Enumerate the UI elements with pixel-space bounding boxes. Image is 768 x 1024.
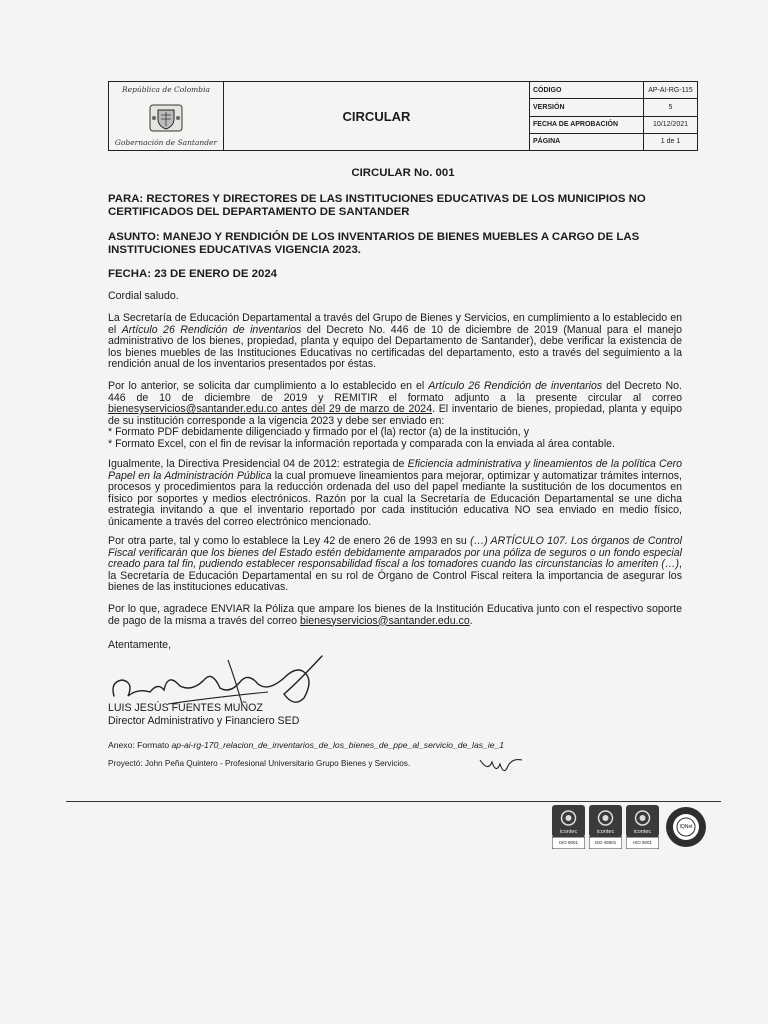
- footer-divider: [66, 801, 721, 802]
- cert-brand: icontec: [633, 829, 652, 835]
- email-link[interactable]: bienesyservicios@santander.edu.co: [299, 614, 470, 627]
- certification-badge-3: [626, 805, 659, 849]
- anexo-file: ap-ai-rg-170_relacion_de_inventarios_de_los_bienes_de_ppe_al_servicio_de_las_ie_1: [171, 740, 505, 750]
- header-meta: [530, 82, 697, 150]
- logo-bottom-text: Gobernación de Santander: [114, 138, 218, 147]
- bullet-pdf: * Formato PDF debidamente diligenciado y firmado por el (la) rector (a) de la institución, y: [108, 426, 529, 438]
- p3-text-c: la cual promueve lineamientos para mejorar, optimizar y automatizar trámites internos, procesos y procedimientos para la reducción ordenada del uso del papel mediante la sustitución de los documentos en físico por soportes y medios electrónicos. Razón por la cual la Secretaría de Educación Departamental se une dicha estrategia invitando a que el inventario reportado por cada institución educativa NO sea enviado en medio físico, únicamente a través del correo electrónico mencionado.: [108, 469, 682, 528]
- meta-row-version: [530, 99, 697, 116]
- paragraph-2: [108, 381, 682, 450]
- meta-row-pagina: [530, 134, 697, 150]
- meta-key: PÁGINA: [530, 134, 644, 150]
- p2-italic: Artículo 26 Rendición de inventarios: [428, 380, 603, 392]
- gobernacion-logo: [109, 82, 224, 150]
- meta-row-codigo: [530, 82, 697, 99]
- anexo-label: Anexo: Formato: [108, 740, 172, 750]
- p5-text-c: .: [469, 614, 473, 627]
- p2-text-c: del Decreto No. 446 de 10 de diciembre de 2019 y REMITIR el formato adjunto a la presente circular al correo: [108, 380, 682, 404]
- bullet-excel: * Formato Excel, con el fin de revisar la información reportada y comparada con la enviada al área contable.: [108, 437, 616, 450]
- proyecto-line: Proyectó: John Peña Quintero - Profesional Universitario Grupo Bienes y Servicios.: [108, 759, 411, 768]
- fecha-line: FECHA: 23 DE ENERO DE 2024: [108, 268, 278, 280]
- initials-signature: [478, 754, 526, 776]
- meta-key: FECHA DE APROBACIÓN: [530, 117, 644, 133]
- signer-name: LUIS JESÚS FUENTES MUÑOZ: [108, 702, 263, 714]
- meta-value: 5: [668, 103, 673, 111]
- certification-badge-2: [589, 805, 622, 849]
- cert-brand: icontec: [596, 829, 615, 835]
- p1-text-c: del Decreto No. 446 de 10 de diciembre de 2019 (Manual para el manejo administrativo de los bienes, propiedad, planta y equipo del Departamento de Santander), debe verificar la existencia de los bienes muebles de las Instituciones Educativas no certificadas del departamento, esto a través del seguimiento a la rendición anual de los inventarios presentados por éstas.: [108, 323, 682, 370]
- p4-text-c: , la Secretaría de Educación Departamental en su rol de Órgano de Control Fiscal reitera la importancia de asegurar los bienes de las instituciones educativas.: [108, 558, 682, 593]
- para-line: PARA: RECTORES Y DIRECTORES DE LAS INSTITUCIONES EDUCATIVAS DE LOS MUNICIPIOS NO CERTIFICADOS DEL DEPARTAMENTO DE SANTANDER: [108, 193, 646, 218]
- p1-text-a: La Secretaría de Educación Departamental a través del Grupo de Bienes y Servicios, en cumplimiento a lo establecido en el: [108, 312, 682, 336]
- email-link-deadline[interactable]: bienesyservicios@santander.edu.co antes del 29 de marzo de 2024: [108, 403, 433, 415]
- certification-badge-iqnet: [664, 805, 708, 849]
- p4-text-a: Por otra parte, tal y como lo establece la Ley 42 de enero 26 de 1993 en su: [108, 535, 471, 547]
- closing: Atentamente,: [108, 639, 172, 651]
- anexo-line: [108, 740, 682, 752]
- asunto-line: ASUNTO: MANEJO Y RENDICIÓN DE LOS INVENTARIOS DE BIENES MUEBLES A CARGO DE LAS INSTITUCIONES EDUCATIVAS VIGENCIA 2023.: [108, 231, 640, 256]
- circular-number: CIRCULAR No. 001: [351, 167, 455, 179]
- greeting: Cordial saludo.: [108, 290, 179, 302]
- cert-brand: IQNet: [679, 824, 693, 830]
- paragraph-4: [108, 536, 682, 594]
- meta-value: 10/12/2021: [652, 121, 689, 129]
- p3-italic: Eficiencia administrativa y lineamientos de la política Cero Papel en la Administración Pública: [108, 458, 683, 482]
- meta-key: CÓDIGO: [530, 82, 644, 98]
- meta-value: AP-AI-RG-115: [648, 86, 693, 94]
- paragraph-1: [108, 313, 682, 371]
- header-title: CIRCULAR: [224, 82, 530, 150]
- meta-value: 1 de 1: [660, 138, 681, 146]
- p1-italic: Artículo 26 Rendición de inventarios: [121, 323, 302, 336]
- cert-brand: icontec: [559, 829, 578, 835]
- coat-of-arms-icon: [149, 104, 183, 132]
- document-header-table: [108, 81, 698, 151]
- logo-top-text: República de Colombia: [122, 85, 210, 94]
- signer-role: Director Administrativo y Financiero SED: [108, 715, 300, 727]
- meta-row-fecha: [530, 117, 697, 134]
- paragraph-5: [108, 604, 682, 627]
- p2-text-e: . El inventario de bienes, propiedad, planta y equipo de su institución corresponde a la vigencia 2023 y debe ser enviado en:: [108, 403, 683, 427]
- cert-code: ISO 9001: [558, 840, 578, 845]
- paragraph-3: [108, 459, 682, 528]
- p5-text-a: Por lo que, agradece ENVIAR la Póliza que ampare los bienes de la Institución Educativa junto con el respectivo soporte de pago de la misma a través del correo: [108, 603, 682, 627]
- p2-text-a: Por lo anterior, se solicita dar cumplimiento a lo establecido en el: [108, 380, 429, 392]
- p3-text-a: Igualmente, la Directiva Presidencial 04 de 2012: estrategia de: [108, 458, 408, 470]
- p4-italic: (…) ARTÍCULO 107. Los órganos de Control Fiscal verificarán que los bienes del Estado estén debidamente amparados por una póliza de seguros o un fondo especial creado para tal fin, pudiendo establecer responsabilidad fiscal a los tomadores cuando las circunstancias lo ameriten (…): [108, 535, 682, 570]
- cert-code: ISO 45001: [594, 840, 617, 845]
- cert-code: ISO 9001: [632, 840, 652, 845]
- certification-badge-1: [552, 805, 585, 849]
- meta-key: VERSIÓN: [530, 99, 644, 115]
